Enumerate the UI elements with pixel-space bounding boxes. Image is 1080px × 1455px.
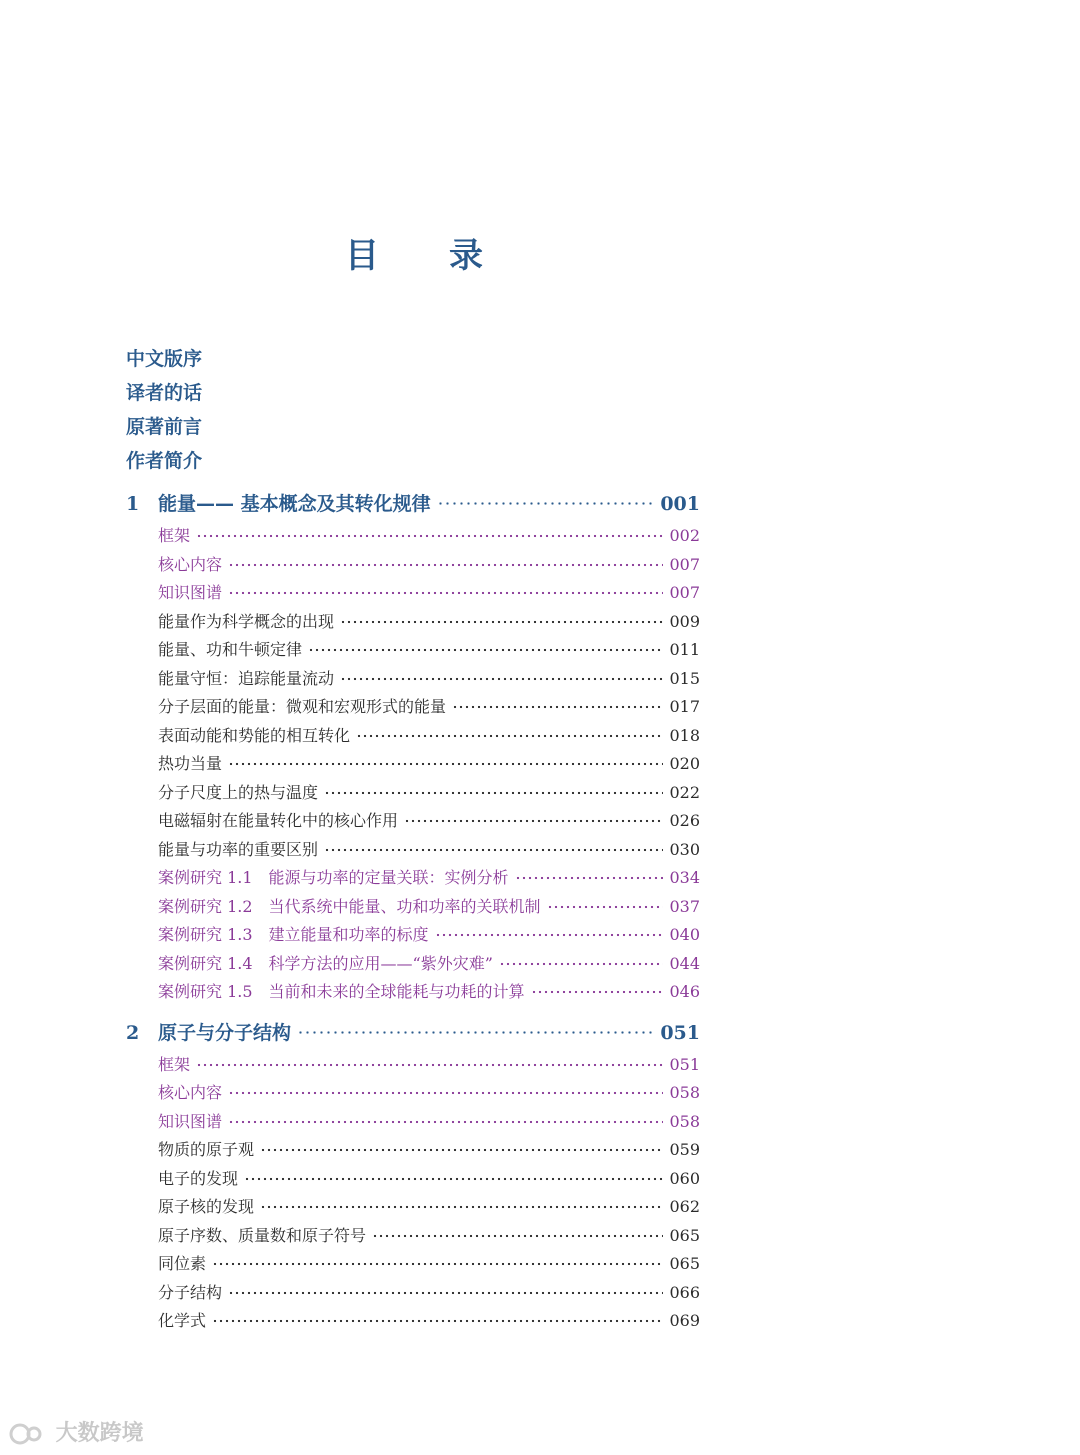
toc-entry[interactable] <box>158 836 700 865</box>
entry-title <box>158 608 334 637</box>
entry-title <box>158 693 446 722</box>
dot-leader <box>228 1085 663 1095</box>
dot-leader <box>196 1057 663 1067</box>
toc-entry[interactable] <box>158 1108 700 1137</box>
toc-entry[interactable] <box>158 1279 700 1308</box>
entry-page-number: 030 <box>669 839 700 859</box>
dot-leader <box>308 642 663 652</box>
entry-title <box>158 1051 190 1080</box>
case-study-entry[interactable] <box>158 921 700 950</box>
entry-title-text: 当前和未来的全球能耗与功耗的计算 <box>268 982 525 1001</box>
title-char-1: 目 <box>345 236 379 276</box>
entry-page-number: 046 <box>669 982 700 1001</box>
dot-leader <box>340 614 663 624</box>
entry-title <box>158 750 222 779</box>
dot-leader <box>228 756 663 766</box>
toc-entry[interactable] <box>158 579 700 608</box>
watermark-text: 大数跨境 <box>55 1421 144 1446</box>
entry-page-number: 018 <box>669 725 700 745</box>
case-study-label: 案例研究 1.5 <box>158 982 253 1001</box>
entry-page-number: 040 <box>669 925 700 944</box>
dot-leader <box>212 1313 663 1323</box>
toc-entry[interactable] <box>158 1222 700 1251</box>
entry-page-number: 051 <box>669 1054 700 1074</box>
entry-title <box>158 950 493 979</box>
dot-leader <box>228 1285 663 1295</box>
toc-entry[interactable] <box>158 693 700 722</box>
watermark <box>8 1416 144 1447</box>
entry-title-text: 能量守恒：追踪能量流动 <box>158 668 335 688</box>
entry-page-number: 009 <box>669 611 700 631</box>
entry-title <box>158 1165 238 1194</box>
entry-title-text: 建立能量和功率的标度 <box>268 925 429 944</box>
dot-leader <box>212 1256 663 1266</box>
chapter-number: 2 <box>126 1021 140 1044</box>
entry-title-text: 当代系统中能量、功和功率的关联机制 <box>268 896 541 916</box>
entry-title-text: 物质的原子观 <box>158 1140 255 1159</box>
case-study-entry[interactable] <box>158 864 700 893</box>
entry-title-text: 原子核的发现 <box>158 1197 255 1216</box>
entry-title <box>158 665 334 694</box>
dot-leader <box>356 728 663 738</box>
entry-title-text: 分子结构 <box>158 1282 223 1302</box>
entry-page-number: 026 <box>669 811 700 830</box>
toc-entry[interactable] <box>158 1250 700 1279</box>
chapter-title: 原子与分子结构 <box>158 1021 292 1044</box>
case-study-entry[interactable] <box>158 950 700 979</box>
dot-leader <box>340 671 663 681</box>
toc-entry[interactable] <box>158 750 700 779</box>
chapter-number: 1 <box>126 493 140 515</box>
toc-entry[interactable] <box>158 608 700 637</box>
toc-entry[interactable] <box>158 522 700 551</box>
dot-leader <box>244 1171 663 1181</box>
entry-title <box>158 779 318 808</box>
entry-page-number: 007 <box>669 554 700 574</box>
front-matter-item[interactable]: 中文版序 <box>126 348 203 370</box>
chapter-heading[interactable] <box>126 1015 700 1051</box>
dot-leader <box>515 870 664 880</box>
entry-title-text: 热功当量 <box>158 754 223 773</box>
entry-title-text: 知识图谱 <box>158 583 223 602</box>
entry-page-number: 060 <box>669 1168 700 1188</box>
entry-title <box>158 921 429 950</box>
entry-title <box>158 1222 366 1251</box>
toc-entry[interactable] <box>158 1051 700 1080</box>
entry-title <box>158 1279 222 1308</box>
front-matter-item[interactable]: 作者简介 <box>126 450 203 472</box>
chapter-page-number: 001 <box>660 493 700 515</box>
title-char-2: 录 <box>449 236 483 276</box>
dot-leader <box>260 1142 663 1152</box>
entry-title <box>158 893 541 922</box>
entry-page-number: 044 <box>669 953 700 973</box>
entry-page-number: 062 <box>669 1197 700 1216</box>
entry-title <box>158 636 302 665</box>
entry-page-number: 017 <box>669 697 700 716</box>
toc-entry[interactable] <box>158 1136 700 1165</box>
entry-title <box>158 836 318 865</box>
entry-title-text: 电磁辐射在能量转化中的核心作用 <box>158 811 399 830</box>
entry-title-text: 分子层面的能量：微观和宏观形式的能量 <box>158 697 447 716</box>
entry-title-text: 知识图谱 <box>158 1111 223 1131</box>
front-matter-item[interactable]: 原著前言 <box>126 416 203 438</box>
toc-entry[interactable] <box>158 551 700 580</box>
chapter-heading[interactable] <box>126 486 700 522</box>
toc-entry[interactable] <box>158 665 700 694</box>
chapter-block <box>126 1015 700 1336</box>
toc-entry[interactable] <box>158 636 700 665</box>
entry-title-text: 能量、功和牛顿定律 <box>158 640 303 659</box>
page-title <box>0 228 828 277</box>
entry-page-number: 034 <box>669 868 700 887</box>
toc-entry[interactable] <box>158 1079 700 1108</box>
entry-title-text: 核心内容 <box>158 1083 223 1102</box>
entry-title <box>158 1307 206 1336</box>
entry-title-text: 原子序数、质量数和原子符号 <box>158 1225 367 1245</box>
entry-title <box>158 1136 254 1165</box>
dot-leader <box>531 984 664 994</box>
entry-title <box>158 1108 222 1137</box>
toc-entry[interactable] <box>158 1165 700 1194</box>
chapter-block <box>126 486 700 1007</box>
dot-leader <box>228 585 663 595</box>
dot-leader <box>297 1025 654 1035</box>
entry-page-number: 015 <box>669 668 700 688</box>
chapter-title: 能量—— 基本概念及其转化规律 <box>158 493 431 515</box>
entry-title-text: 框架 <box>158 526 191 545</box>
case-study-entry[interactable] <box>158 978 700 1007</box>
front-matter-list <box>126 342 202 478</box>
dot-leader <box>437 496 655 506</box>
case-study-label: 案例研究 1.3 <box>158 925 253 944</box>
entry-title-text: 能量与功率的重要区别 <box>158 839 319 859</box>
dot-leader <box>435 927 664 937</box>
dot-leader <box>228 1114 663 1124</box>
entry-page-number: 069 <box>669 1311 700 1330</box>
entry-title <box>158 1250 206 1279</box>
table-of-contents <box>126 486 700 1336</box>
dot-leader <box>372 1228 663 1238</box>
dot-leader <box>404 813 663 823</box>
entry-page-number: 059 <box>669 1140 700 1159</box>
toc-entry[interactable] <box>158 807 700 836</box>
dot-leader <box>196 528 663 538</box>
entry-title-text: 化学式 <box>158 1311 207 1330</box>
entry-title-text: 电子的发现 <box>158 1168 239 1188</box>
entry-page-number: 037 <box>669 896 700 916</box>
entry-page-number: 020 <box>669 754 700 773</box>
case-study-label: 案例研究 1.4 <box>158 953 253 973</box>
entry-title-text: 同位素 <box>158 1254 207 1273</box>
dot-leader <box>547 899 664 909</box>
toc-entry[interactable] <box>158 1193 700 1222</box>
dot-leader <box>324 785 663 795</box>
entry-title-text: 核心内容 <box>158 554 223 574</box>
entry-title-text: 表面动能和势能的相互转化 <box>158 725 351 745</box>
entry-page-number: 058 <box>669 1083 700 1102</box>
entry-title-text: 能源与功率的定量关联：实例分析 <box>268 868 509 887</box>
front-matter-item[interactable]: 译者的话 <box>126 382 203 404</box>
dot-leader <box>228 557 663 567</box>
entry-page-number: 002 <box>669 526 700 545</box>
dot-leader <box>499 956 664 966</box>
dot-leader <box>324 842 663 852</box>
entry-page-number: 058 <box>669 1111 700 1131</box>
toc-entry[interactable] <box>158 779 700 808</box>
entry-title <box>158 722 350 751</box>
entry-list <box>126 1051 700 1336</box>
entry-title-text: 能量作为科学概念的出现 <box>158 611 335 631</box>
entry-page-number: 065 <box>669 1225 700 1245</box>
watermark-logo-icon <box>8 1422 48 1446</box>
dot-leader <box>260 1199 663 1209</box>
toc-entry[interactable] <box>158 1307 700 1336</box>
entry-title <box>158 864 509 893</box>
dot-leader <box>452 699 663 709</box>
case-study-label: 案例研究 1.2 <box>158 896 253 916</box>
entry-title <box>158 978 525 1007</box>
case-study-label: 案例研究 1.1 <box>158 868 253 887</box>
entry-page-number: 007 <box>669 583 700 602</box>
entry-page-number: 066 <box>669 1282 700 1302</box>
entry-list <box>126 522 700 1007</box>
case-study-entry[interactable] <box>158 893 700 922</box>
entry-page-number: 011 <box>669 640 700 659</box>
entry-title <box>158 551 222 580</box>
entry-page-number: 065 <box>669 1254 700 1273</box>
entry-page-number: 022 <box>669 782 700 802</box>
entry-title-text: 框架 <box>158 1054 191 1074</box>
toc-entry[interactable] <box>158 722 700 751</box>
entry-title <box>158 1079 222 1108</box>
entry-title-text: 分子尺度上的热与温度 <box>158 782 319 802</box>
entry-title <box>158 579 222 608</box>
chapter-page-number: 051 <box>660 1021 700 1044</box>
entry-title-text: 科学方法的应用——“紫外灾难” <box>268 953 493 973</box>
entry-title <box>158 522 190 551</box>
entry-title <box>158 807 398 836</box>
entry-title <box>158 1193 254 1222</box>
